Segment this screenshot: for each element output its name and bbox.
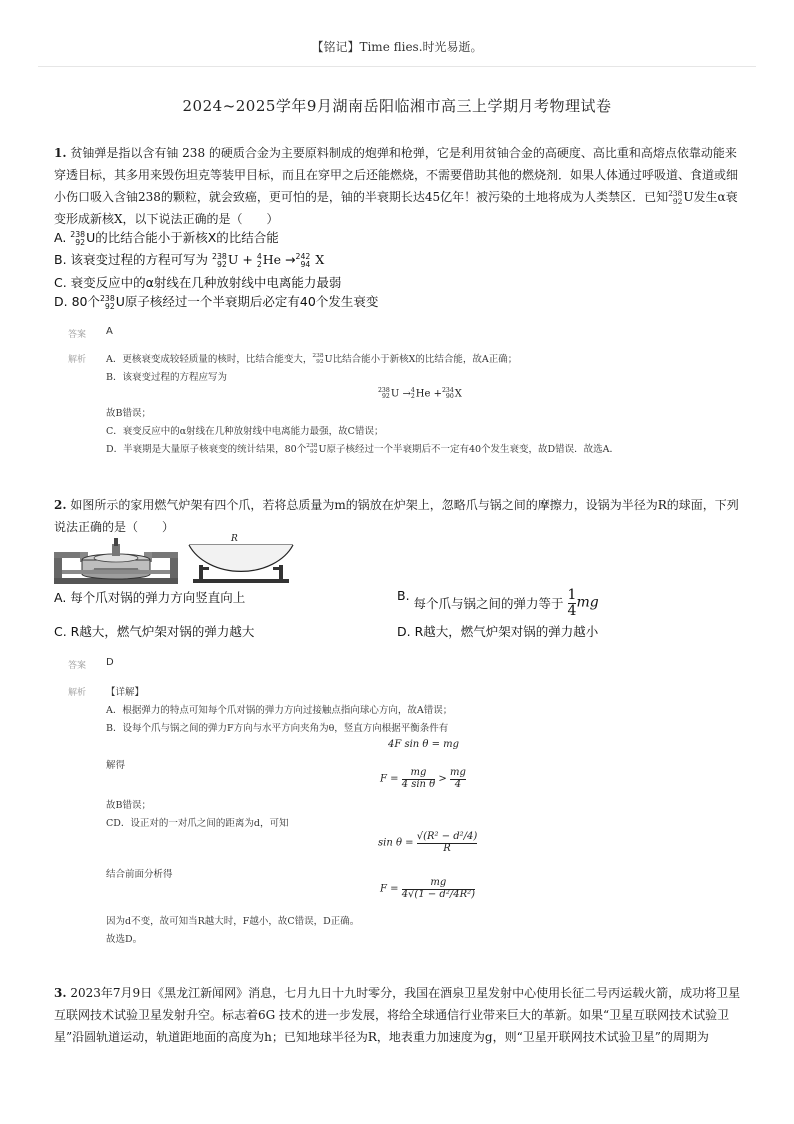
explanation-line: 故选D。 bbox=[106, 934, 143, 945]
stem-line: 变形成新核X，以下说法正确的是（ ） bbox=[54, 212, 279, 226]
answer-label: 答案 bbox=[68, 661, 87, 671]
stem-line: U发生α衰 bbox=[683, 190, 738, 204]
explanation-line: C．衰变反应中的α射线在几种放射线中电离能力最强，故C错误； bbox=[106, 426, 384, 437]
equation-balance: 4F sin θ = mg bbox=[388, 739, 460, 750]
question-number: 3. bbox=[54, 986, 67, 1000]
isotope-u238: 238 92 bbox=[212, 252, 227, 269]
isotope-u238: 238 92 bbox=[668, 189, 683, 206]
stem-line: 2023年7月9日《黑龙江新闻网》消息，七月九日十九时零分，我国在酒泉卫星发射中心使用长征二号丙运载火箭，成功将卫星 bbox=[70, 986, 741, 1000]
header-note: 【铭记】Time flies.时光易逝。 bbox=[311, 40, 483, 54]
stem-line: 说法正确的是（ ） bbox=[54, 520, 175, 534]
explanation-line: D．半衰期是大量原子核衰变的统计结果，80个 238 92 U原子核经过一个半衰期后不一定有40个发生衰变，故D错误．故选A． bbox=[106, 442, 620, 455]
question-2-stem bbox=[54, 494, 744, 538]
explanation-line: 结合前面分析得 bbox=[106, 869, 173, 880]
question-number: 1. bbox=[54, 146, 67, 160]
option-d[interactable]: D. 80个 238 92 U原子核经过一个半衰期后必定有40个发生衰变 bbox=[54, 294, 379, 311]
explanation-line: B．该衰变过程的方程应写为 bbox=[106, 372, 227, 383]
isotope-u238: 238 92 bbox=[312, 352, 324, 365]
stem-line: 互联网技术试验卫星发射升空。标志着6G 技术的进一步发展，将给全球通信行业带来巨大的革新。如果“卫星互联网技术试验卫 bbox=[54, 1008, 730, 1022]
explanation-line: A．根据弹力的特点可知每个爪对锅的弹力方向过接触点指向球心方向，故A错误； bbox=[106, 705, 453, 716]
explanation-line: B．设每个爪与锅之间的弹力F方向与水平方向夹角为θ，竖直方向根据平衡条件有 bbox=[106, 723, 449, 734]
stem-line: 如图所示的家用燃气炉架有四个爪，若将总质量为m的锅放在炉架上，忽略爪与锅之间的摩擦力，设锅为半径为R的球面，下列 bbox=[70, 498, 739, 512]
gas-stove-figure bbox=[54, 538, 178, 584]
pot-on-stand-figure bbox=[185, 533, 297, 585]
equation-sin: sin θ = $\frac{\text{√(R² − d²/4)}}{R}$ bbox=[378, 831, 478, 854]
option-c[interactable]: C. R越大，燃气炉架对锅的弹力越大 bbox=[54, 624, 255, 639]
question-3-stem bbox=[54, 982, 744, 1048]
isotope-u238: 238 92 bbox=[70, 230, 86, 247]
isotope-x242: 242 94 bbox=[295, 252, 311, 269]
isotope-he4: 4 2 bbox=[256, 252, 262, 269]
answer-value: D bbox=[106, 657, 114, 668]
radius-label: R bbox=[231, 534, 238, 544]
isotope-u238: 238 92 bbox=[306, 442, 318, 455]
isotope-u238: 238 92 bbox=[99, 294, 115, 311]
option-c[interactable]: C. 衰变反应中的α射线在几种放射线中电离能力最弱 bbox=[54, 275, 342, 290]
stem-line: 贫铀弹是指以含有铀 238 的硬质合金为主要原料制成的炮弹和枪弹，它是利用贫铀合金的高硬度、高比重和高熔点依靠动能来 bbox=[70, 146, 737, 160]
stem-line: 小伤口吸入含铀238的颗粒，就会致癌，更可怕的是，铀的半衰期长达45亿年！被污染的土地将成为人类禁区．已知 bbox=[54, 190, 669, 204]
answer-value: A bbox=[106, 326, 113, 337]
explanation-heading: 【详解】 bbox=[106, 687, 145, 698]
answer-label: 答案 bbox=[68, 330, 87, 340]
equation-force: F = $\frac{mg}{\text{4 sin θ}}$ > $\frac{mg}{4}$ bbox=[380, 767, 466, 790]
explanation-line: 因为d不变，故可知当R越大时，F越小，故C错误，D正确。 bbox=[106, 916, 360, 927]
explanation-line: A．更核衰变成较轻质量的核时，比结合能变大， 238 92 U比结合能小于新核X的比结合能，故A正确； bbox=[106, 352, 518, 365]
question-1-stem bbox=[54, 142, 744, 230]
analysis-label: 解析 bbox=[68, 355, 87, 365]
option-d[interactable]: D. R越大，燃气炉架对锅的弹力越小 bbox=[397, 624, 599, 639]
stem-line: 穿透目标，其多用来毁伤坦克等装甲目标，而且在穿甲之后还能燃烧，不需要借助其他的燃烧剂．如果人体通过呼吸道、食道或细 bbox=[54, 168, 739, 182]
explanation-line: CD．设正对的一对爪之间的距离为d，可知 bbox=[106, 818, 289, 829]
option-a[interactable]: A. 238 92 U的比结合能小于新核X的比结合能 bbox=[54, 230, 279, 247]
explanation-line: 故B错误； bbox=[106, 800, 151, 811]
explanation-line: 解得 bbox=[106, 760, 126, 771]
explanation-line: 故B错误； bbox=[106, 408, 151, 419]
header-divider bbox=[38, 66, 756, 67]
option-a[interactable]: A. 每个爪对锅的弹力方向竖直向上 bbox=[54, 590, 246, 605]
page-title: 2024~2025学年9月湖南岳阳临湘市高三上学期月考物理试卷 bbox=[182, 97, 612, 115]
decay-equation: 238 92 U → 4 2 He + 234 90 X bbox=[378, 387, 462, 400]
analysis-label: 解析 bbox=[68, 688, 87, 698]
option-b[interactable]: B. 该衰变过程的方程可写为 238 92 U + 4 2 He → 242 94 X bbox=[54, 252, 325, 269]
stem-line: 星”沿圆轨道运动，轨道距地面的高度为h；已知地球半径为R，地表重力加速度为g，则“卫星开联网技术试验卫星”的周期为 bbox=[54, 1030, 709, 1044]
equation-result: F = $\frac{mg}{\text{4√(1 − d²/4R²)}}$ bbox=[380, 877, 476, 900]
option-b[interactable]: B. 每个爪与锅之间的弹力等于 $\frac{1}{4}$ mg bbox=[397, 587, 599, 619]
question-number: 2. bbox=[54, 498, 67, 512]
